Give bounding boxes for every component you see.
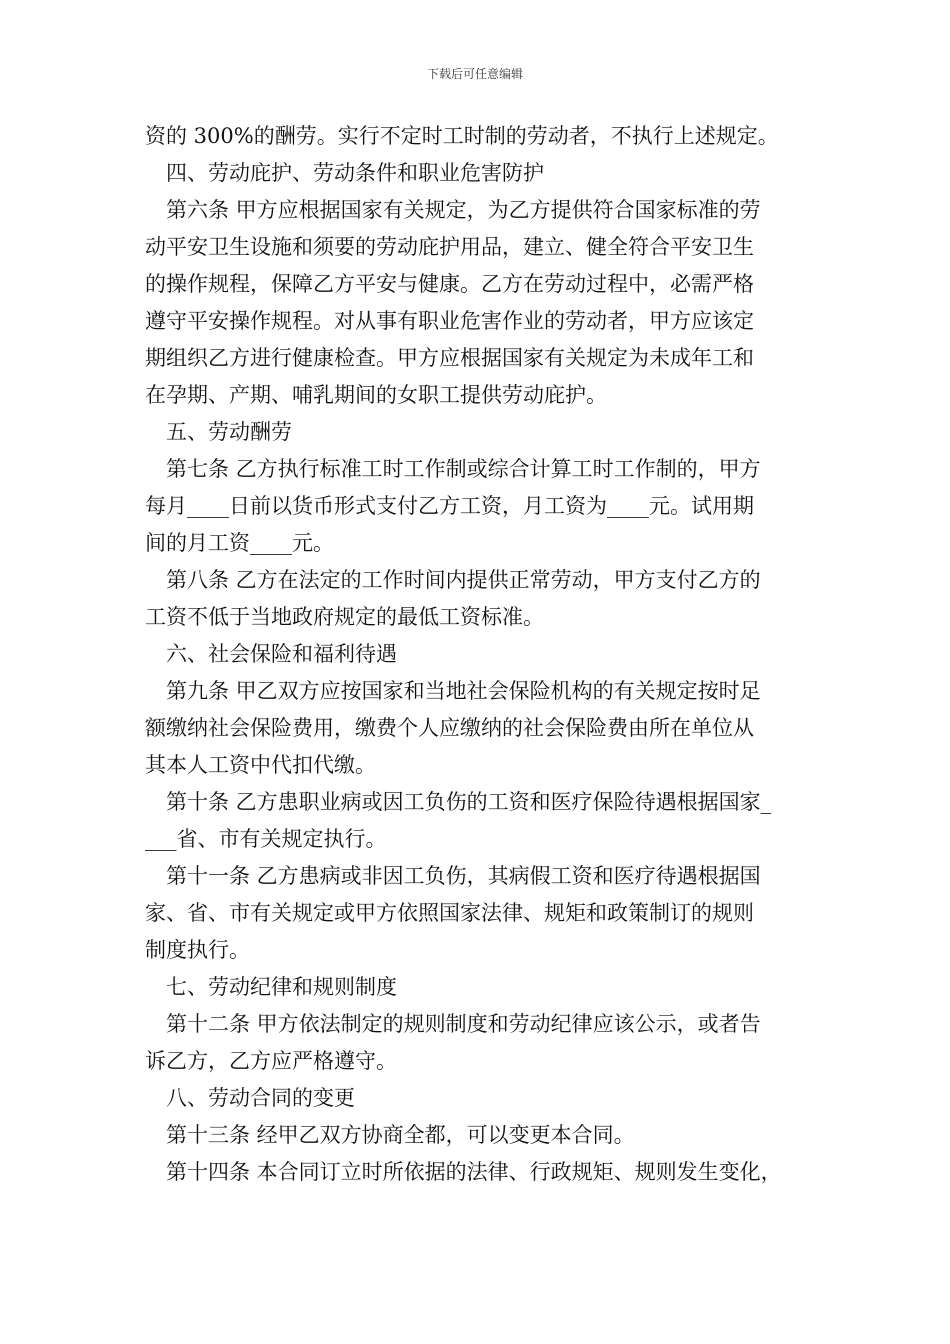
article-11-line-1: 第十一条 乙方患病或非因工负伤，其病假工资和医疗待遇根据国: [166, 864, 761, 888]
article-10-line-1: 第十条 乙方患职业病或因工负伤的工资和医疗保险待遇根据国家_: [166, 790, 772, 814]
text-line-continuation: 资的 300%的酬劳。实行不定时工时制的劳动者，不执行上述规定。: [145, 124, 779, 148]
article-7-line-2: 每月____日前以货币形式支付乙方工资，月工资为____元。试用期: [145, 494, 754, 518]
article-9-line-3: 其本人工资中代扣代缴。: [145, 753, 376, 777]
section-heading-7: 七、劳动纪律和规则制度: [166, 975, 397, 999]
article-6-line-4: 遵守平安操作规程。对从事有职业危害作业的劳动者，甲方应该定: [145, 309, 754, 333]
section-heading-6: 六、社会保险和福利待遇: [166, 642, 397, 666]
page-header-note: 下载后可任意编辑: [426, 67, 523, 81]
article-12-line-1: 第十二条 甲方依法制定的规则制度和劳动纪律应该公示，或者告: [166, 1012, 761, 1036]
document-body: [145, 118, 811, 1191]
section-heading-4: 四、劳动庇护、劳动条件和职业危害防护: [166, 161, 544, 185]
article-8-line-1: 第八条 乙方在法定的工作时间内提供正常劳动，甲方支付乙方的: [166, 568, 761, 592]
article-6-line-3: 的操作规程，保障乙方平安与健康。乙方在劳动过程中，必需严格: [145, 272, 754, 296]
article-12-line-2: 诉乙方，乙方应严格遵守。: [145, 1049, 397, 1073]
article-9-line-1: 第九条 甲乙双方应按国家和当地社会保险机构的有关规定按时足: [166, 679, 761, 703]
article-14-line-1: 第十四条 本合同订立时所依据的法律、行政规矩、规则发生变化，: [166, 1160, 782, 1184]
section-heading-8: 八、劳动合同的变更: [166, 1086, 355, 1110]
article-11-line-2: 家、省、市有关规定或甲方依照国家法律、规矩和政策制订的规则: [145, 901, 754, 925]
article-10-line-2: ___省、市有关规定执行。: [145, 827, 387, 851]
article-7-line-1: 第七条 乙方执行标准工时工作制或综合计算工时工作制的，甲方: [166, 457, 761, 481]
article-9-line-2: 额缴纳社会保险费用，缴费个人应缴纳的社会保险费由所在单位从: [145, 716, 754, 740]
section-heading-5: 五、劳动酬劳: [166, 420, 292, 444]
article-6-line-6: 在孕期、产期、哺乳期间的女职工提供劳动庇护。: [145, 383, 607, 407]
article-6-line-5: 期组织乙方进行健康检查。甲方应根据国家有关规定为未成年工和: [145, 346, 754, 370]
article-11-line-3: 制度执行。: [145, 938, 250, 962]
article-8-line-2: 工资不低于当地政府规定的最低工资标准。: [145, 605, 544, 629]
article-6-line-1: 第六条 甲方应根据国家有关规定，为乙方提供符合国家标准的劳: [166, 198, 761, 222]
article-7-line-3: 间的月工资____元。: [145, 531, 334, 555]
article-13-line-1: 第十三条 经甲乙双方协商全都，可以变更本合同。: [166, 1123, 635, 1147]
article-6-line-2: 动平安卫生设施和须要的劳动庇护用品，建立、健全符合平安卫生: [145, 235, 754, 259]
